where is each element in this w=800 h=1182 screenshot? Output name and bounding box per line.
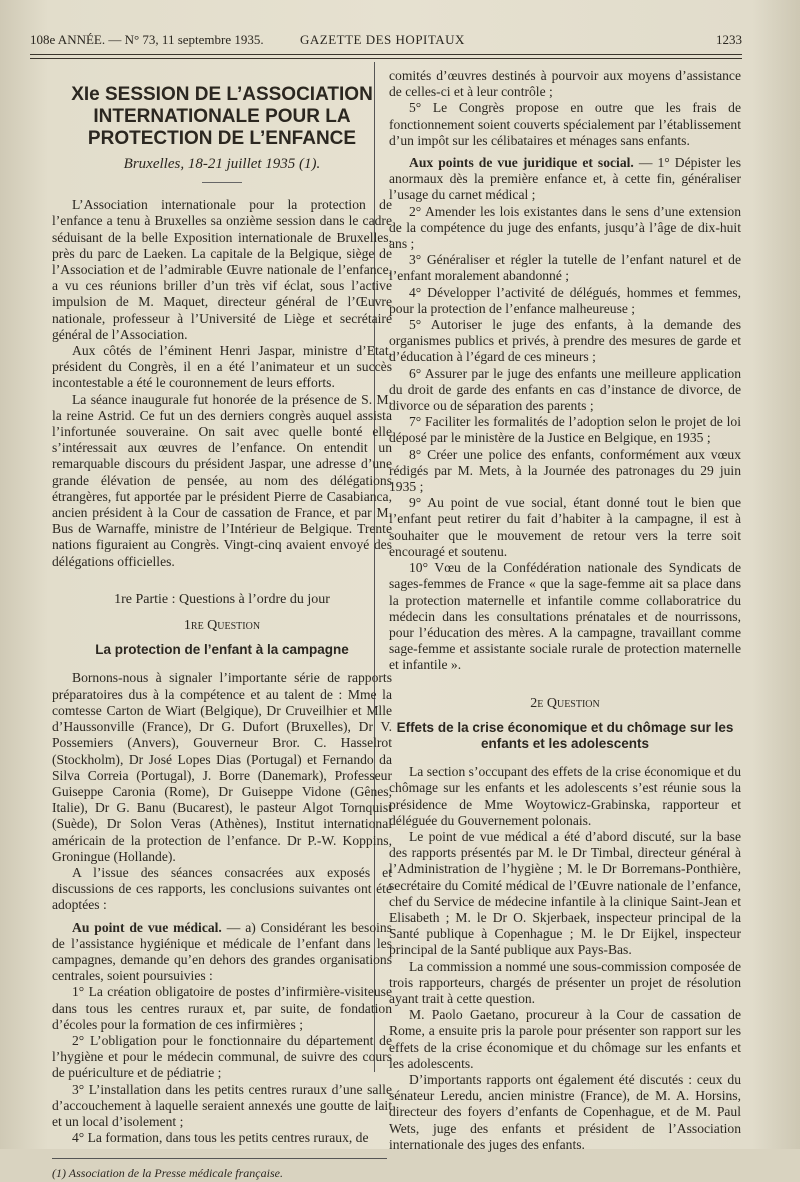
- paragraph: La commission a nommé une sous-commission composée de trois rapporteurs, chargés de présenter un projet de résolution ayant trait à cette question.: [389, 958, 741, 1006]
- footnote: (1) Association de la Presse médicale française.: [52, 1166, 283, 1181]
- issue-info: 108e ANNÉE. — N° 73, 11 septembre 1935.: [30, 32, 264, 47]
- paragraph: A l’issue des séances consacrées aux exposés et discussions de ces rapports, les conclusions suivantes ont été adoptées :: [52, 864, 392, 913]
- header-rule-2: [30, 58, 742, 59]
- question-heading: 1re Question: [183, 618, 261, 634]
- article-title: XIe SESSION DE L’ASSOCIATION INTERNATIONALE POUR LA PROTECTION DE L’ENFANCE: [71, 84, 373, 149]
- paragraph: [52, 920, 392, 985]
- paragraph: 2° Amender les lois existantes dans le sens d’une extension de la compétence du juge des enfants, jusqu’à l’âge de dix-huit ans ;: [389, 203, 741, 252]
- paragraph: 9° Au point de vue social, étant donné tout le bien que l’enfant peut retirer du fait d’habiter à la campagne, il est à souhaiter que le mouvement de retour vers la terre soit encouragé et soutenu.: [389, 495, 741, 559]
- paragraph: Le point de vue médical a été d’abord discuté, sur la base des rapports présentés par M. le Dr Timbal, directeur général à l’Administration de l’hygiène ; M. le Dr Borremans-Ponthière, secrétaire du Comité médical de l’Œuvre nationale de l’enfance, chef du Service de médecine infantile à la clinique Saint-Jean et Elisabeth ; M. le Dr O. Skjerbaek, inspecteur principal de la Santé publique à Copenhague ; M. le Dr Eijkel, inspecteur principal de la Santé publique aux Pays-Bas.: [389, 828, 741, 958]
- page-header: [30, 30, 742, 50]
- paragraph: La séance inaugurale fut honorée de la présence de S. M. la reine Astrid. Ce fut un des derniers congrès auquel assista l’infortunée souveraine. On sait avec quelle bonté elle s’intéressait aux œuvres de l’enfance. On entendit un remarquable discours du président Jaspar, une adresse d’une grande élévation de pensée, au nom des délégations étrangères, fut apportée par le président Pierre de Casabianca, ancien président à la Cour de cassation de France, et par M. Bus de Warnaffe, ministre de l’Intérieur de Belgique. Trente nations figuraient au Congrès. Vingt-cinq avaient envoyé des délégations officielles.: [52, 391, 392, 569]
- paragraph: L’Association internationale pour la protection de l’enfance a tenu à Bruxelles sa onzième session dans le cadre séduisant de la belle Exposition internationale de Bruxelles, près du parc de Laeken. La capitale de la Belgique, siège de l’Association et de l’admirable Œuvre nationale de l’enfance, a vu ces réunions briller d’un très vif éclat, sous l’active impulsion de M. Maquet, directeur général de l’Œuvre nationale, professeur à l’Université de Liège et secrétaire général de l’Association.: [52, 197, 392, 342]
- paragraph: La section s’occupant des effets de la crise économique et du chômage sur les enfants et les adolescents s’est réunie sous la présidence de Mme Woytowicz-Grabinska, rapporteur et déléguée du Gouvernement polonais.: [389, 764, 741, 828]
- paragraph: 6° Assurer par le juge des enfants une meilleure application du droit de garde des enfants en cas d’instance de divorce, de divorce ou de séparation des parents ;: [389, 365, 741, 414]
- paragraph: D’importants rapports ont également été discutés : ceux du sénateur Leredu, ancien ministre (France), de M. A. Horsins, directeur des foyers d’enfants de Copenhague, et de M. Paul Wets, juge des enfants et président de l’Association internationale des juges des enfants.: [389, 1071, 741, 1152]
- paragraph-text: — 1° Dépister les anormaux dès la première enfance et, à cette fin, généraliser l’usage du carnet médical ;: [389, 155, 741, 203]
- paragraph: comités d’œuvres destinés à pourvoir aux moyens d’assistance de celles-ci et à leur contrôle ;: [389, 68, 741, 100]
- paragraph: 4° La formation, dans tous les petits centres ruraux, de: [72, 1130, 369, 1146]
- paragraph: 5° Le Congrès propose en outre que les frais de fonctionnement soient couverts spécialement par l’établissement d’un impôt sur les célibataires et ménages sans enfants.: [389, 100, 741, 148]
- question-title: La protection de l’enfant à la campagne: [95, 642, 349, 658]
- paragraph: Aux côtés de l’éminent Henri Jaspar, ministre d’Etat, président du Congrès, il en a été l’animateur et un succès incontestable a été le couronnement de leurs efforts.: [52, 343, 392, 391]
- paragraph: 3° Généraliser et régler la tutelle de l’enfant naturel et de l’enfant moralement abandonné ;: [389, 252, 741, 284]
- paragraph: M. Paolo Gaetano, procureur à la Cour de cassation de Rome, a ensuite pris la parole pour présenter son rapport sur les effets de la crise économique et du chômage sur les enfants et les adolescents.: [389, 1007, 741, 1071]
- paragraph: 5° Autoriser le juge des enfants, à la demande des organismes publics et privés, à prendre des mesures de garde et d’éducation à l’égard de ces mineurs ;: [389, 317, 741, 365]
- paragraph-text: — a) Considérant les besoins de l’assistance hygiénique et médicale de l’enfant dans les campagnes, demande qu’en dehors des grandes organisations centrales, soient poursuivies :: [52, 919, 392, 984]
- run-in-heading: Aux points de vue juridique et social.: [409, 155, 634, 171]
- run-in-heading: Au point de vue médical.: [72, 919, 222, 935]
- question-heading: 2e Question: [530, 695, 600, 711]
- paragraph: 3° L’installation dans les petits centres ruraux d’une salle d’accouchement à laquelle seraient annexés une goutte de lait et un local d’isolement ;: [52, 1081, 392, 1129]
- left-column: [52, 68, 392, 1182]
- journal-title: GAZETTE DES HOPITAUX: [300, 32, 465, 47]
- paragraph: 2° L’obligation pour le fonctionnaire du département de l’hygiène et pour le médecin communal, de suivre des cours de puériculture et de pédiatrie ;: [52, 1032, 392, 1081]
- paragraph: 10° Vœu de la Confédération nationale des Syndicats de sages-femmes de France « que la sage-femme ait sa place dans la protection maternelle et infantile comme collaboratrice du médecin dans les consultations prénatales et de nourrissons, pour l’éducation des mères. A la campagne, travaillant comme sage-femme et assistante sociale rurale de protection maternelle et infantile ».: [389, 560, 741, 673]
- question-title: Effets de la crise économique et du chômage sur les enfants et les adolescents: [396, 719, 734, 751]
- footnote-rule: [52, 1158, 387, 1159]
- right-column: [389, 68, 741, 1153]
- paragraph: 7° Faciliter les formalités de l’adoption selon le projet de loi déposé par le ministère de la Justice en Belgique, en 1935 ;: [389, 414, 741, 446]
- part-heading: 1re Partie : Questions à l’ordre du jour: [114, 591, 330, 607]
- header-rule: [30, 54, 742, 55]
- paragraph: 8° Créer une police des enfants, conformément aux vœux rédigés par M. Mets, à la Journée des patronages du 29 juin 1935 ;: [389, 446, 741, 495]
- paragraph: 4° Développer l’activité de délégués, hommes et femmes, pour la protection de l’enfance malheureuse ;: [389, 284, 741, 316]
- paragraph: 1° La création obligatoire de postes d’infirmière-visiteuse dans tous les centres ruraux et, par suite, de fondation d’écoles pour la formation de ces infirmières ;: [52, 984, 392, 1032]
- paragraph: [389, 155, 741, 204]
- article-subtitle: Bruxelles, 18-21 juillet 1935 (1).: [123, 156, 321, 172]
- page-number: 1233: [716, 32, 742, 47]
- title-rule: [202, 182, 242, 183]
- paragraph: Bornons-nous à signaler l’importante série de rapports préparatoires dus à la compétence et au talent de : Mme la comtesse Carton de Wiart (Belgique), Dr Cruveilhier et Mlle d’Haussonville (France), Dr G. Dufort (Bruxelles), Dr V. Possemiers (Anvers), Gouverneur Bror. C. Hasselrot (Stockholm), Dr José Lopes Dias (Portugal) et Fernando da Silva Correia (Portugal), J. Borre (Danemark), Professeur Guiseppe Caronia (Rome), Dr Guiseppe Vidone (Gênes, Italie), Dr G. Banu (Bucarest), le pasteur Algot Tornquist (Suède), Dr Solon Veras (Athènes), Institut international américain de la protection de l’enfance. Dr P.-W. Koppins, Groningue (Hollande).: [52, 670, 392, 864]
